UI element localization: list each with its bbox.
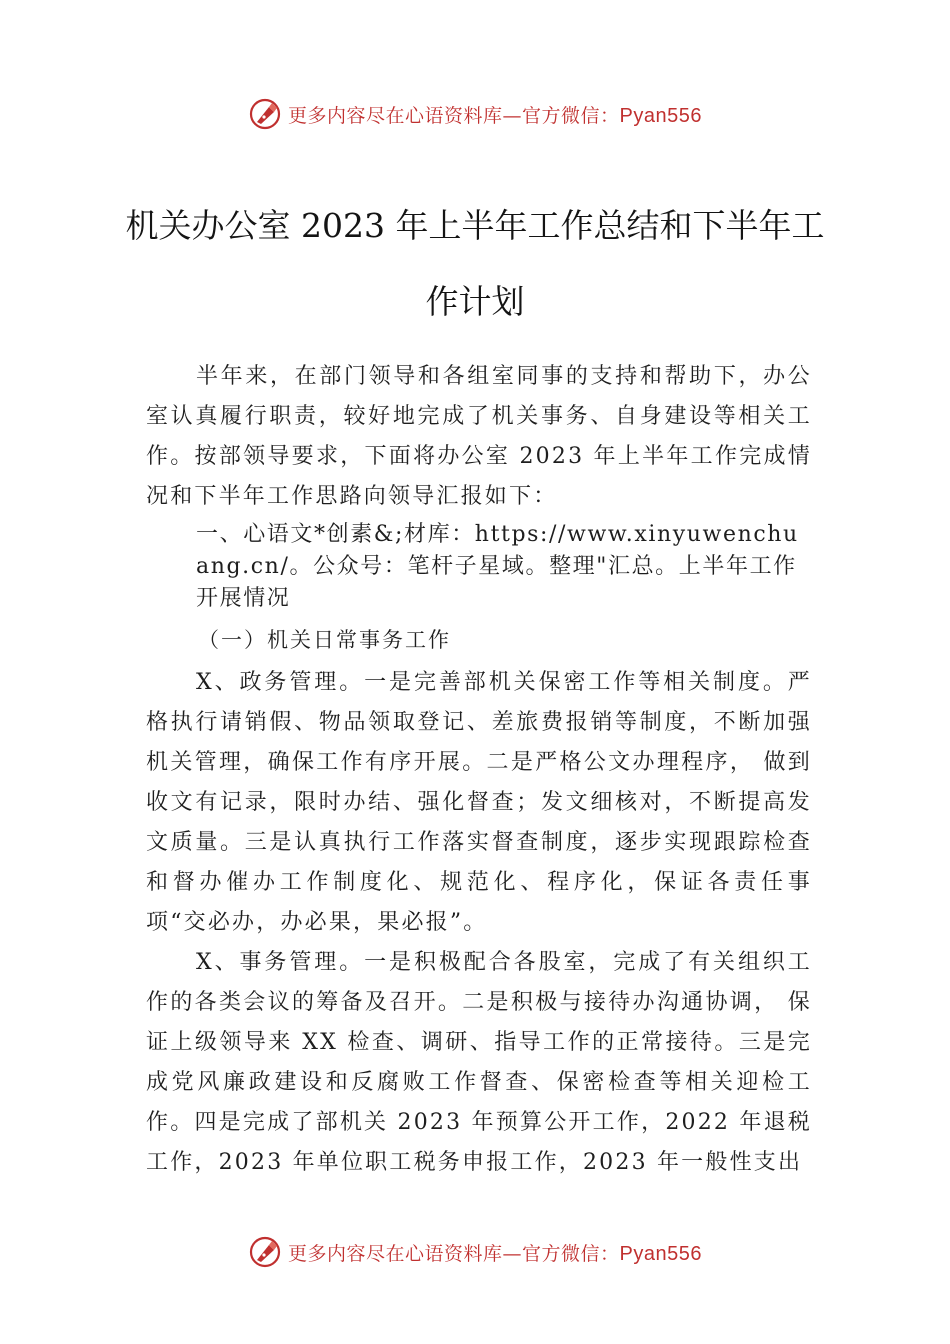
header-banner (0, 94, 950, 134)
banner-wechat-label: 官方微信： (522, 1242, 620, 1265)
banner-separator: — (502, 104, 523, 127)
intro-paragraph: 半年来，在部门领导和各组室同事的支持和帮助下，办公室认真履行职责，较好地完成了机关事务、自身建设等相关工作。按部领导要求，下面将办公室 2023 年上半年工作完成情况和下半年工作思路向领导汇报如下： (146, 364, 812, 509)
pen-nib-logo-icon (248, 97, 282, 131)
banner-main-text: 更多内容尽在心语资料库 (288, 104, 503, 127)
banner-account: Pyan556 (619, 1242, 702, 1265)
banner-text (288, 101, 702, 128)
document-body (146, 357, 812, 1183)
section-heading-1: 一、心语文*创素&;材库：https://www.xinyuwenchuang.cn/。公众号：笔杆子星域。整理"汇总。上半年工作开展情况 (196, 522, 799, 611)
banner-account: Pyan556 (619, 104, 702, 127)
document-title: 机关办公室 2023 年上半年工作总结和下半年工作计划 (125, 206, 825, 321)
body-paragraph-1: X、政务管理。一是完善部机关保密工作等相关制度。严格执行请销假、物品领取登记、差旅费报销等制度，不断加强机关管理，确保工作有序开展。二是严格公文办理程序， 做到收文有记录，限时办结、强化督查；发文细核对，不断提高发文质量。三是认真执行工作落实督查制度，逐步实现跟踪检查和督办催办工作制度化、规范化、程序化，保证各责任事项“交必办，办必果，果必报”。 (146, 670, 812, 935)
banner-main-text: 更多内容尽在心语资料库 (288, 1242, 503, 1265)
banner-wechat-label: 官方微信： (522, 104, 620, 127)
footer-banner (0, 1232, 950, 1272)
subsection-heading-1: （一）机关日常事务工作 (198, 628, 451, 652)
pen-nib-logo-icon (248, 1235, 282, 1269)
body-paragraph-2: X、事务管理。一是积极配合各股室，完成了有关组织工作的各类会议的筹备及召开。二是积极与接待办沟通协调， 保证上级领导来 XX 检查、调研、指导工作的正常接待。三是完成党风廉政建设和反腐败工作督查、保密检查等相关迎检工作。四是完成了部机关 2023 年预算公开工作，2022 年退税工作，2023 年单位职工税务申报工作，2023 年一般性支出 (146, 950, 812, 1175)
banner-separator: — (502, 1242, 523, 1265)
banner-text (288, 1239, 702, 1266)
